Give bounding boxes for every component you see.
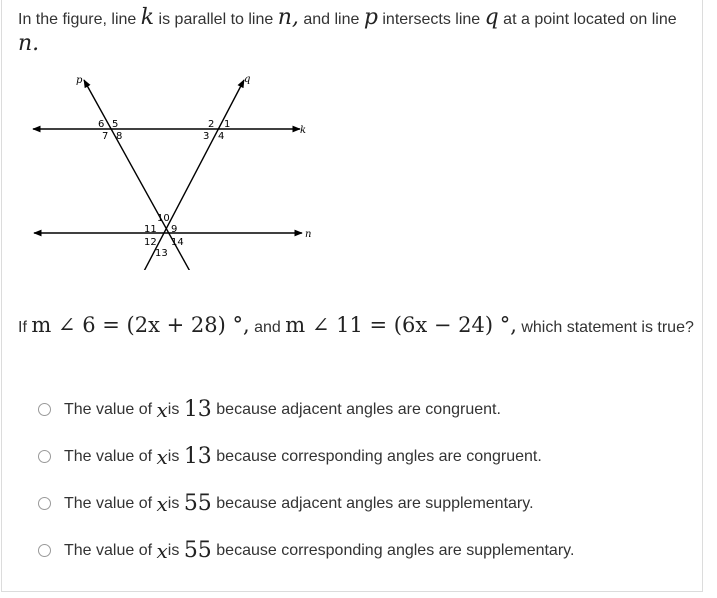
- option-text: is: [167, 447, 180, 465]
- label-k: k: [300, 125, 307, 136]
- option-number: 13: [183, 397, 212, 422]
- angle-label: 13: [155, 248, 168, 259]
- line-q: [142, 80, 244, 270]
- answer-option-4[interactable]: [38, 527, 574, 574]
- option-text: because adjacent angles are congruent.: [216, 400, 501, 418]
- option-text: The value of: [64, 400, 153, 418]
- angle-label: 3: [203, 131, 210, 142]
- angle-label: 4: [218, 131, 225, 142]
- angle-label: 9: [171, 224, 178, 235]
- option-text: because corresponding angles are supplementary.: [216, 541, 575, 559]
- option-text: The value of: [64, 541, 153, 559]
- label-n: n: [305, 229, 312, 240]
- radio-button[interactable]: [38, 497, 51, 510]
- option-number: 13: [183, 444, 212, 469]
- answer-options: [38, 386, 574, 574]
- angle-label: 6: [98, 119, 105, 130]
- question-card: [1, 0, 703, 592]
- angle-label: 11: [144, 224, 157, 235]
- var-n: n.: [18, 31, 40, 56]
- angle-label: 14: [171, 237, 184, 248]
- option-text: because adjacent angles are supplementary.: [216, 494, 534, 512]
- question-statement: [18, 312, 698, 341]
- var-p: p: [363, 5, 378, 30]
- option-number: 55: [183, 491, 212, 516]
- angle-label: 1: [224, 119, 231, 130]
- prompt-text: at a point located on line: [498, 11, 677, 28]
- label-p: p: [76, 75, 83, 86]
- question-text: If: [18, 319, 32, 336]
- var-n: n,: [277, 5, 299, 30]
- question-prompt: [18, 6, 688, 58]
- question-text: ,: [242, 313, 250, 337]
- var-k: k: [140, 5, 155, 30]
- radio-button[interactable]: [38, 544, 51, 557]
- option-variable: x: [156, 444, 168, 469]
- option-variable: x: [156, 491, 168, 516]
- prompt-text: In the figure, line: [18, 11, 141, 28]
- parallel-lines-figure: [24, 70, 324, 270]
- var-q: q: [484, 5, 499, 30]
- angle-label: 2: [208, 119, 215, 130]
- label-q: q: [244, 74, 251, 85]
- option-variable: x: [156, 397, 168, 422]
- option-number: 55: [183, 538, 212, 563]
- radio-button[interactable]: [38, 450, 51, 463]
- angle-label: 8: [116, 131, 123, 142]
- prompt-text: is parallel to line: [154, 11, 278, 28]
- question-text: which statement is true?: [516, 319, 694, 336]
- question-text: ,: [510, 313, 517, 337]
- angle-label: 10: [157, 213, 170, 224]
- prompt-text: intersects line: [377, 11, 485, 28]
- angle-label: 12: [144, 237, 157, 248]
- answer-option-2[interactable]: [38, 433, 574, 480]
- radio-button[interactable]: [38, 403, 51, 416]
- option-text: The value of: [64, 494, 153, 512]
- option-text: is: [167, 494, 180, 512]
- option-text: is: [167, 541, 180, 559]
- answer-option-3[interactable]: [38, 480, 574, 527]
- option-text: because corresponding angles are congruent.: [216, 447, 542, 465]
- option-text: is: [167, 400, 180, 418]
- angle-11-expression: m ∠ 11 = (6x − 24) °: [285, 313, 511, 337]
- option-text: The value of: [64, 447, 153, 465]
- prompt-text: and line: [298, 11, 364, 28]
- option-variable: x: [156, 538, 168, 563]
- angle-6-expression: m ∠ 6 = (2x + 28) °: [31, 313, 243, 337]
- answer-option-1[interactable]: [38, 386, 574, 433]
- angle-label: 5: [112, 119, 119, 130]
- angle-label: 7: [102, 131, 109, 142]
- question-text: and: [249, 319, 286, 336]
